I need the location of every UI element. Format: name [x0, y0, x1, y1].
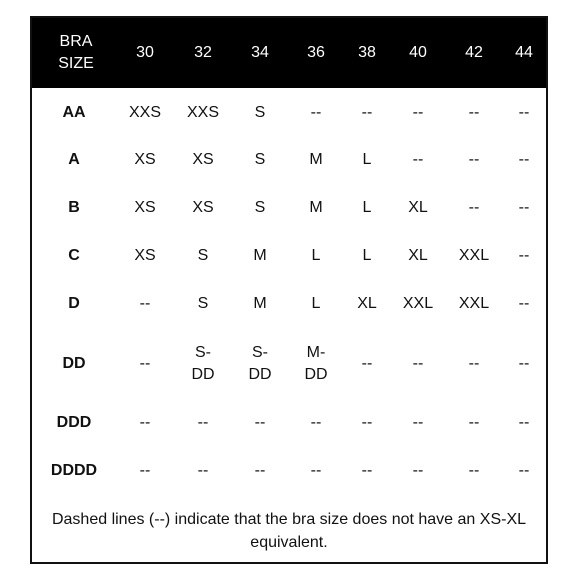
size-cell: --	[468, 104, 480, 121]
size-cell: S	[254, 104, 266, 121]
size-cell: --	[254, 414, 266, 431]
band-size-header: 42	[465, 44, 483, 61]
size-cell: --	[412, 354, 424, 372]
size-cell: S	[197, 247, 209, 264]
size-cell: --	[468, 354, 480, 372]
size-cell: --	[518, 462, 530, 479]
band-size-header: 34	[251, 44, 269, 61]
table-row	[32, 328, 546, 399]
cup-size-label: DDDD	[50, 462, 98, 479]
cup-size-label: AA	[62, 104, 86, 121]
size-cell: --	[197, 414, 209, 431]
size-cell: --	[518, 104, 530, 121]
size-cell: --	[412, 462, 424, 479]
corner-label-line-1: BRA	[59, 33, 93, 50]
size-cell: --	[361, 354, 373, 372]
size-cell: L	[362, 151, 372, 168]
size-cell: --	[468, 414, 480, 431]
cup-size-label: A	[68, 151, 80, 168]
band-size-header: 40	[409, 44, 427, 61]
size-cell: --	[139, 414, 151, 431]
table-header	[32, 18, 546, 88]
size-cell: XL	[408, 247, 428, 264]
size-cell: XL	[357, 295, 377, 312]
corner-label-line-2: SIZE	[58, 55, 94, 72]
corner-header	[32, 18, 116, 88]
size-cell: --	[361, 104, 373, 121]
size-cell: M	[309, 199, 323, 216]
size-cell: L	[311, 247, 321, 264]
size-cell: --	[518, 199, 530, 216]
table-row	[32, 184, 546, 232]
size-cell: L	[311, 295, 321, 312]
band-size-header: 44	[515, 44, 533, 61]
size-cell: --	[518, 295, 530, 312]
size-cell: --	[310, 104, 322, 121]
cup-size-label: C	[68, 247, 80, 264]
cup-size-label: DD	[62, 354, 86, 372]
size-cell: --	[468, 151, 480, 168]
table-row	[32, 280, 546, 328]
size-cell: S	[197, 295, 209, 312]
table-row	[32, 447, 546, 495]
size-cell: XS	[134, 247, 156, 264]
size-cell: L	[362, 199, 372, 216]
size-cell: M	[253, 247, 267, 264]
bra-size-table	[32, 18, 546, 495]
size-cell: S- DD	[191, 343, 215, 383]
size-cell: --	[518, 414, 530, 431]
cup-size-label: D	[68, 295, 80, 312]
size-cell: S	[254, 151, 266, 168]
size-cell: --	[310, 462, 322, 479]
size-cell: --	[254, 462, 266, 479]
size-cell: XXL	[458, 295, 490, 312]
size-cell: XXL	[402, 295, 434, 312]
size-chart-frame	[30, 16, 548, 564]
size-cell: M- DD	[304, 343, 328, 383]
size-cell: --	[197, 462, 209, 479]
size-cell: --	[468, 462, 480, 479]
size-cell: --	[412, 151, 424, 168]
table-row	[32, 232, 546, 280]
size-cell: --	[139, 354, 151, 372]
size-cell: --	[310, 414, 322, 431]
size-cell: XL	[408, 199, 428, 216]
size-cell: --	[139, 295, 151, 312]
size-cell: --	[518, 151, 530, 168]
size-cell: --	[361, 414, 373, 431]
size-cell: --	[412, 104, 424, 121]
size-cell: S- DD	[248, 343, 272, 383]
size-cell: S	[254, 199, 266, 216]
size-cell: XS	[192, 199, 214, 216]
table-row	[32, 88, 546, 136]
size-cell: XXL	[458, 247, 490, 264]
size-cell: --	[468, 199, 480, 216]
size-cell: --	[139, 462, 151, 479]
size-cell: XS	[192, 151, 214, 168]
size-cell: L	[362, 247, 372, 264]
size-cell: --	[361, 462, 373, 479]
band-size-header: 36	[307, 44, 325, 61]
band-size-header: 38	[358, 44, 376, 61]
footnote: Dashed lines (--) indicate that the bra size does not have an XS-XL equivalent.	[51, 511, 527, 551]
size-cell: --	[518, 247, 530, 264]
size-cell: --	[412, 414, 424, 431]
cup-size-label: DDD	[56, 414, 92, 431]
size-cell: --	[518, 354, 530, 372]
header-row	[32, 18, 546, 88]
size-cell: XXS	[186, 104, 219, 121]
table-body	[32, 88, 546, 495]
table-row	[32, 136, 546, 184]
size-cell: XXS	[128, 104, 161, 121]
cup-size-label: B	[68, 199, 80, 216]
band-size-header: 30	[136, 44, 154, 61]
size-cell: M	[309, 151, 323, 168]
band-size-header: 32	[194, 44, 212, 61]
size-cell: XS	[134, 151, 156, 168]
table-row	[32, 399, 546, 447]
size-cell: XS	[134, 199, 156, 216]
size-cell: M	[253, 295, 267, 312]
